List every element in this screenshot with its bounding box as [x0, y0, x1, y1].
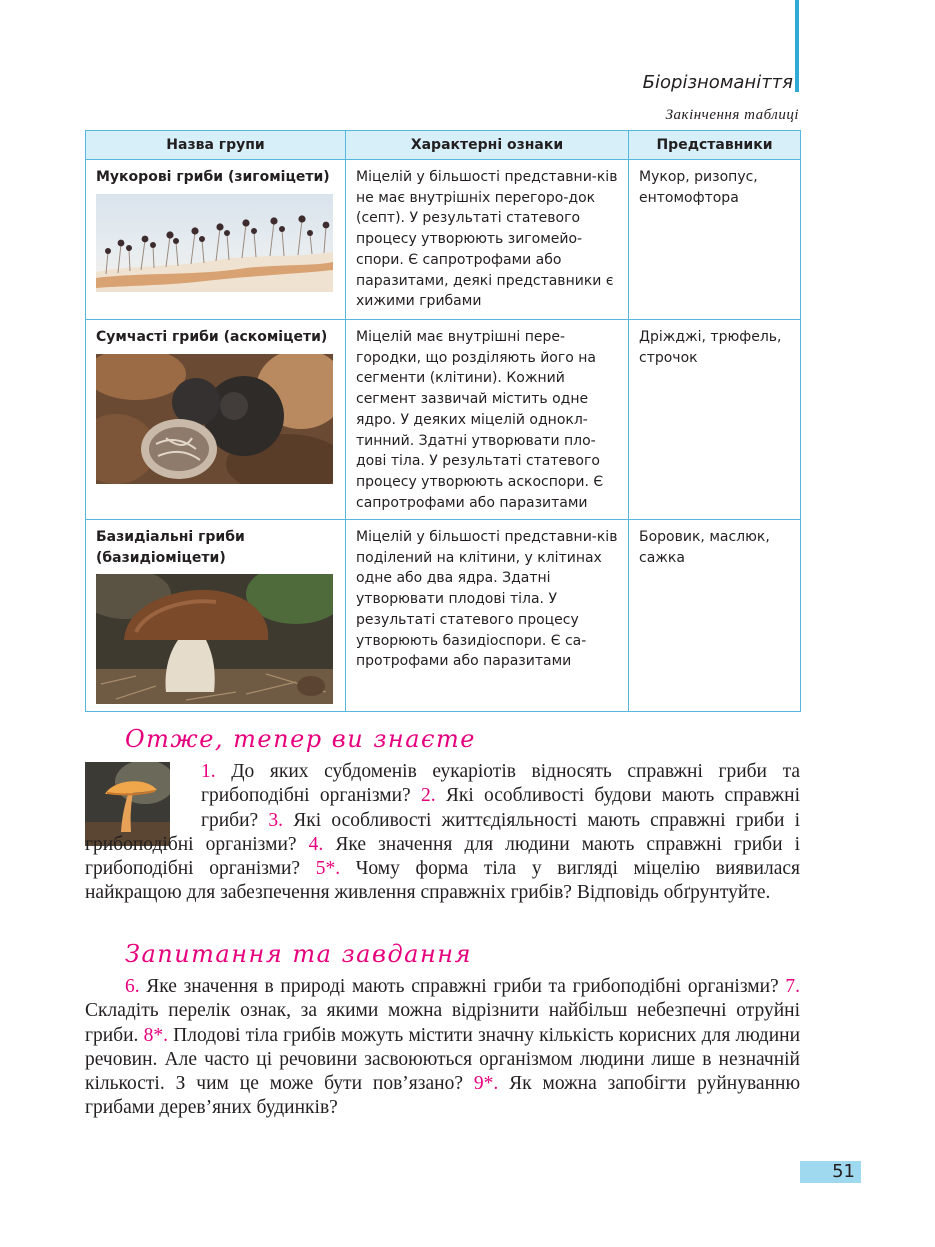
question-number: 7. [785, 976, 800, 997]
running-title: Біорізноманіття [642, 72, 793, 93]
fungi-groups-table [85, 130, 801, 712]
page-number-badge [800, 1161, 861, 1183]
question-number: 8*. [143, 1024, 168, 1046]
question-text: Яке значення в природі мають справжні гриби та грибоподібні організми? [146, 976, 779, 997]
group-features: Міцелій має внутрішні пере-городки, що розділяють його на сегменти (клітини). Кожний сегмент зазвичай містить одне ядро. У деяких міцелій однокл-тинний. Здатні утворювати пло-дові тіла. У результаті статевого процесу утворюють аскоспори. Є сапротрофами або паразитами [356, 329, 604, 511]
group-name: Базидіальні гриби (базидіоміцети) [96, 529, 245, 566]
bolete-photo [96, 574, 333, 704]
column-header-group: Назва групи [86, 131, 346, 160]
group-features: Міцелій у більшості представни-ків не має внутрішніх перегоро-док (септ). У результаті статевого процесу утворюють зигомейо-спори. Є сапротрофами або паразитами, деякі представники є хижими грибами [356, 169, 618, 310]
table-row [86, 520, 801, 712]
header-accent-bar [795, 0, 799, 92]
question-number: 9*. [473, 1073, 499, 1095]
column-header-features: Характерні ознаки [346, 131, 629, 160]
question-number: 1. [201, 761, 216, 782]
question-number: 2. [420, 785, 436, 807]
tasks-heading: Запитання та завдання [125, 940, 472, 968]
question-number: 4. [308, 833, 324, 855]
question-number: 6. [125, 976, 140, 997]
summary-questions [85, 760, 800, 906]
question-text: До яких субдоменів еукаріотів відносять справжні гриби та грибоподібні організми? [201, 761, 801, 807]
question-text: Яке значення для людини мають справжні гриби і грибоподібні організми? [85, 833, 800, 880]
task-questions [85, 975, 800, 1121]
mucor-photo [96, 194, 333, 292]
page-number: 51 [832, 1161, 855, 1182]
group-name: Сумчасті гриби (аскоміцети) [96, 329, 328, 345]
column-header-examples: Представники [629, 131, 801, 160]
group-examples: Дріжджі, трюфель, строчок [639, 329, 782, 366]
summary-heading: Отже, тепер ви знаєте [125, 725, 476, 753]
photo-spacer [85, 760, 201, 832]
question-text: Які особливості життєдіяльності мають справжні гриби і грибоподібні організми? [85, 809, 801, 855]
group-examples: Боровик, маслюк, сажка [639, 529, 770, 566]
truffle-photo [96, 354, 333, 484]
table-row [86, 320, 801, 520]
question-text: Які особливості будови мають справжні гриби? [201, 785, 801, 831]
question-number: 5*. [315, 858, 341, 880]
table-caption: Закінчення таблиці [665, 107, 799, 123]
group-features: Міцелій у більшості представни-ків поділений на клітини, у клітинах одне або два ядра. Здатні утворювати плодові тіла. У результаті статевого процесу утворюють базидіоспори. Є са-протрофами або паразитами [356, 529, 618, 670]
question-number: 3. [268, 809, 284, 831]
group-examples: Мукор, ризопус, ентомофтора [639, 169, 758, 206]
question-text: Плодові тіла грибів можуть містити значну кількість корисних для людини речовин. Але часто ці речовини засвоюються організмом людини лише в незначній кількості. З чим це може бути пов’язано? [85, 1024, 801, 1095]
question-text: Чому форма тіла у вигляді міцелію виявилася найкращою для забезпечення живлення справжніх грибів? Відповідь обґрунтуйте. [85, 858, 800, 904]
question-text: Складіть перелік ознак, за якими можна відрізнити найбільш небезпечні отруйні гриби. [85, 1000, 800, 1046]
group-name: Мукорові гриби (зигоміцети) [96, 169, 330, 185]
question-text: Як можна запобігти руйнуванню грибами дерев’яних будинків? [85, 1073, 801, 1119]
table-row [86, 160, 801, 320]
